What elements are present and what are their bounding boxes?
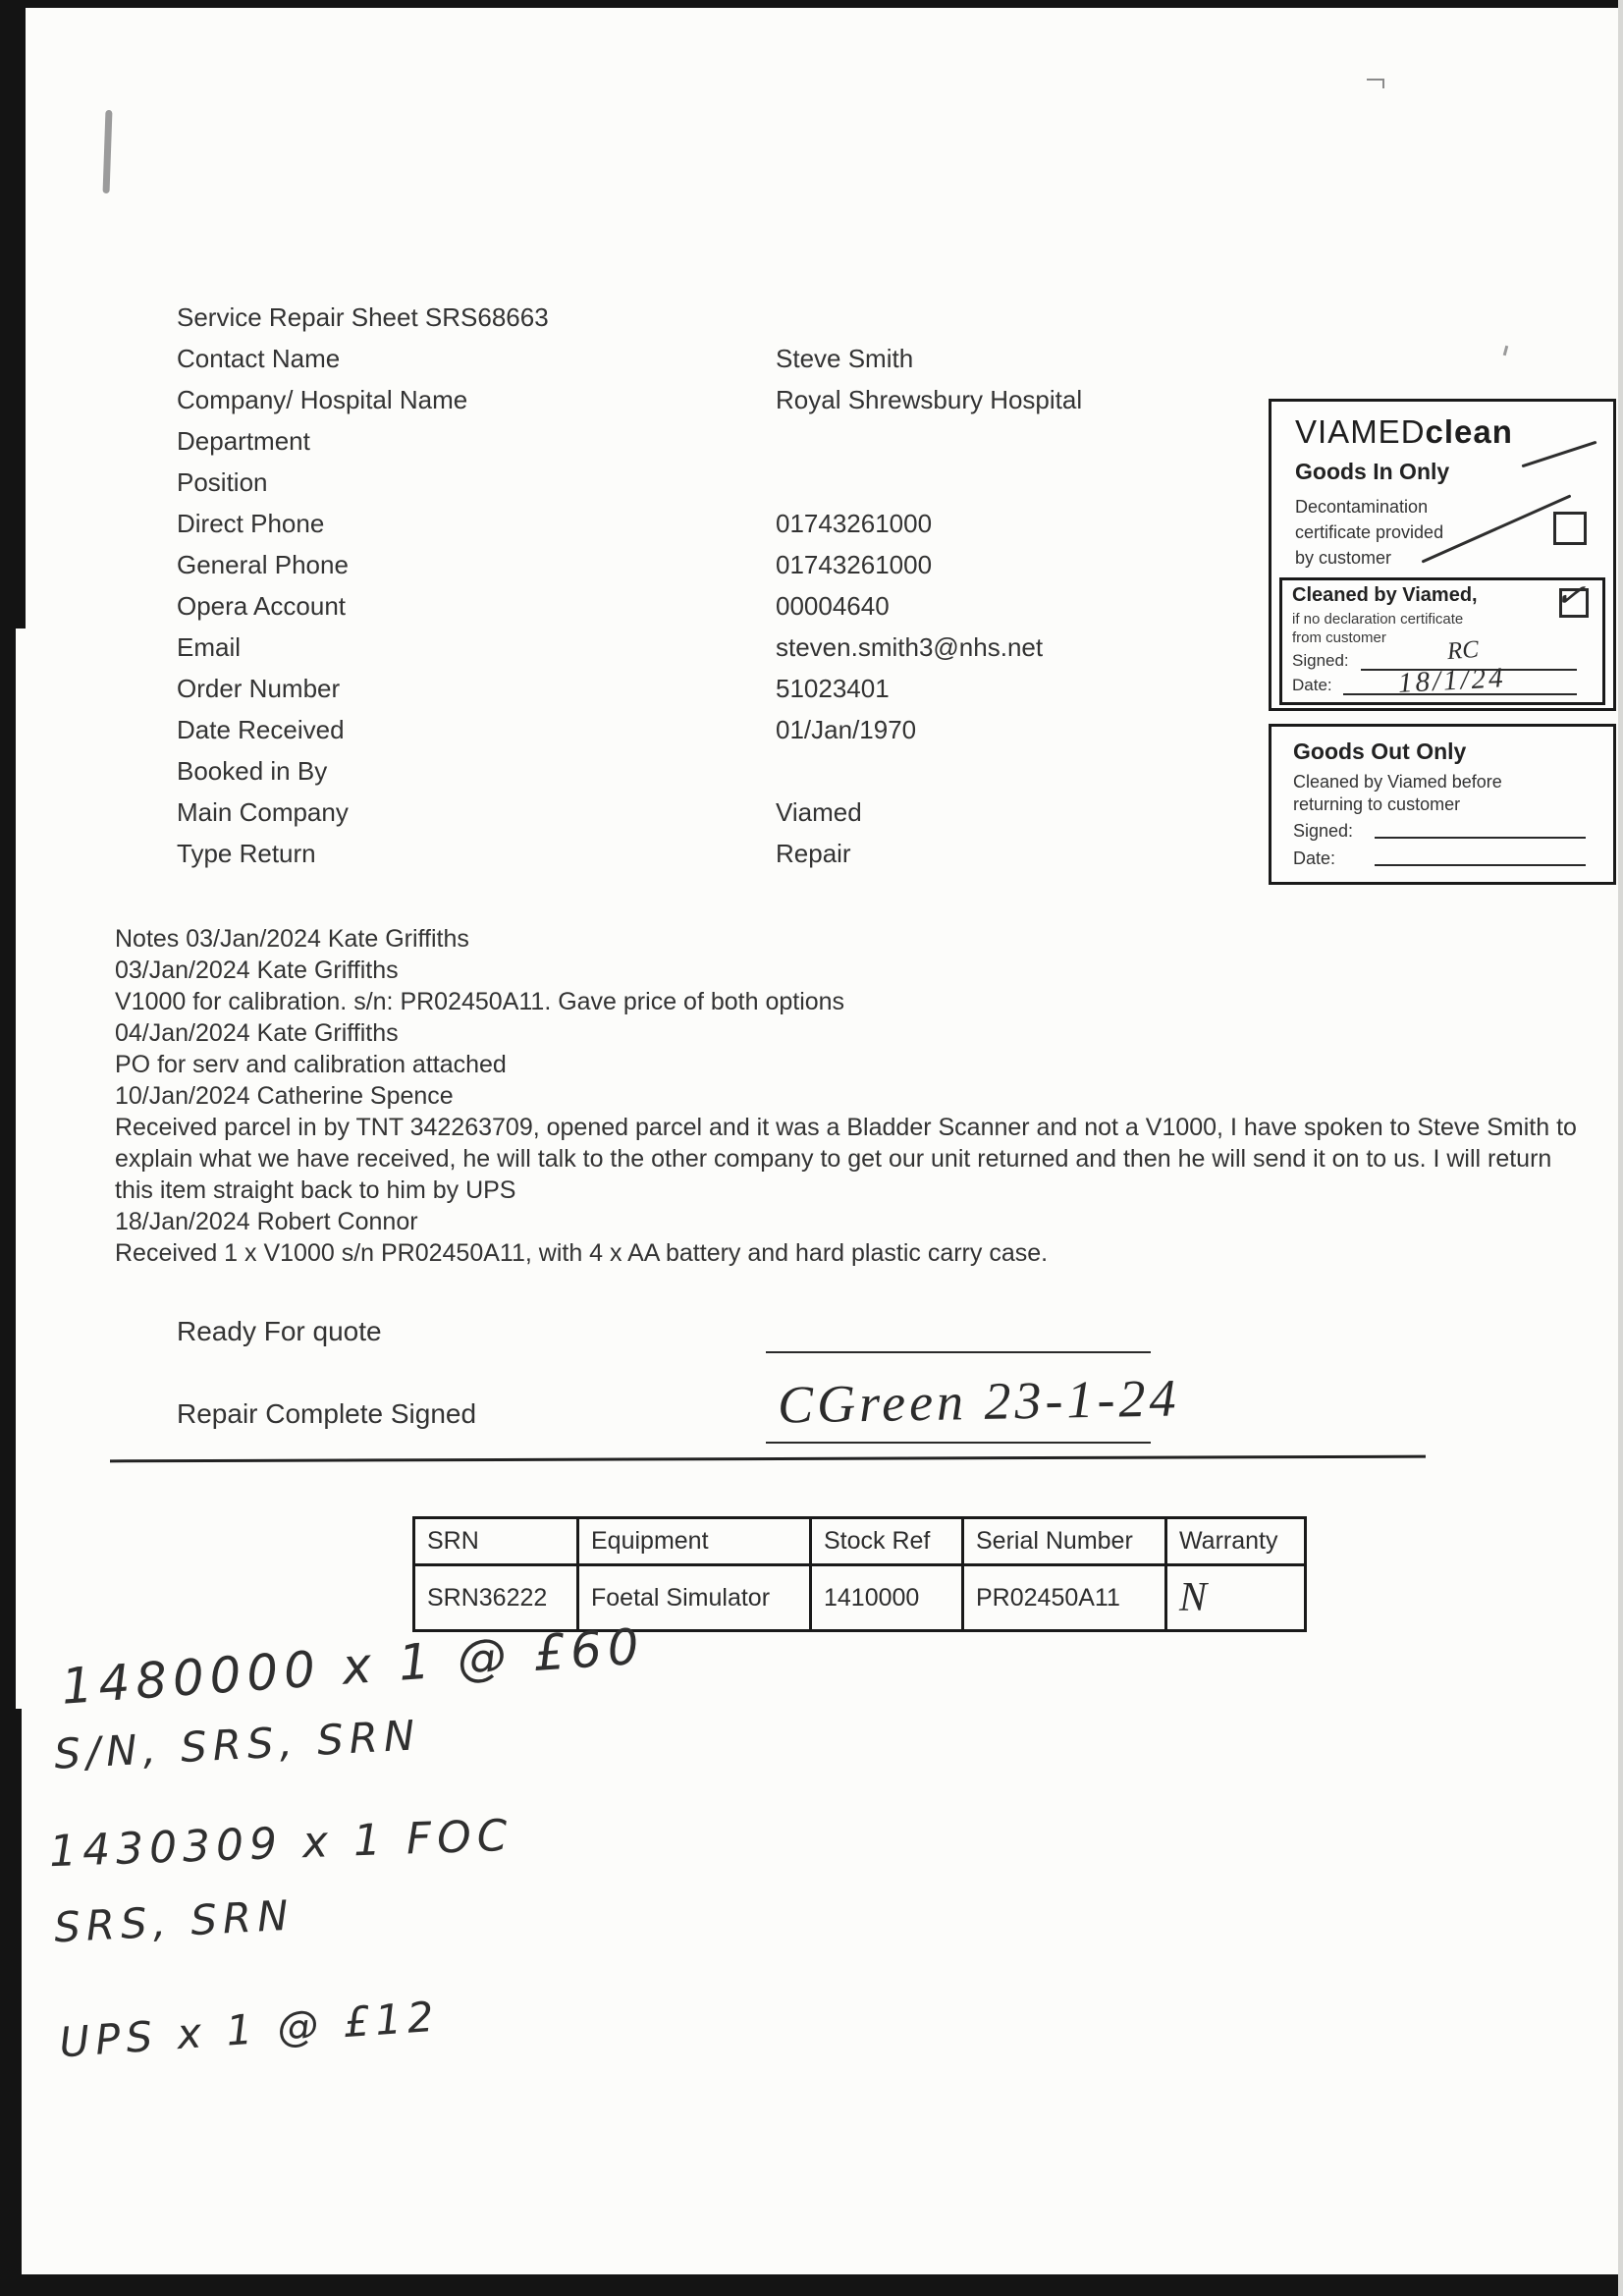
cell-stock-ref: 1410000 [811, 1565, 963, 1631]
field-label: Contact Name [177, 344, 341, 373]
header-serial-number: Serial Number [963, 1518, 1166, 1565]
field-row [177, 756, 1082, 797]
header-warranty: Warranty [1166, 1518, 1306, 1565]
brand-bold: clean [1425, 413, 1513, 450]
field-label: Company/ Hospital Name [177, 385, 468, 414]
field-value: 01743261000 [776, 550, 933, 579]
handwritten-note: 1480000 x 1 @ £60 [59, 1617, 647, 1716]
scanner-edge-top [0, 0, 1623, 8]
decon-line: Decontamination [1295, 497, 1429, 517]
note-line: 18/Jan/2024 Robert Connor [115, 1208, 418, 1235]
field-row [177, 344, 1082, 385]
scan-artifact-mark [103, 110, 113, 193]
notes-section [115, 923, 1583, 1269]
note-line: 04/Jan/2024 Kate Griffiths [115, 1019, 399, 1047]
field-list [177, 344, 1082, 880]
repair-complete-line [766, 1442, 1151, 1444]
handwritten-note: S/N, SRS, SRN [52, 1711, 422, 1778]
handwritten-note: SRS, SRN [52, 1890, 296, 1952]
decon-line: certificate provided [1295, 522, 1444, 542]
signed-line [1375, 837, 1586, 839]
header-srn: SRN [414, 1518, 578, 1565]
handwritten-signature: RC [1446, 635, 1480, 666]
horizontal-rule [110, 1455, 1426, 1463]
header-equipment: Equipment [578, 1518, 811, 1565]
field-value: Viamed [776, 797, 862, 827]
cell-equipment: Foetal Simulator [578, 1565, 811, 1631]
page-title: Service Repair Sheet SRS68663 [177, 302, 549, 332]
scanner-edge-left [0, 629, 16, 1709]
field-label: Type Return [177, 839, 316, 868]
field-value: Steve Smith [776, 344, 914, 373]
table-header-row [414, 1518, 1306, 1565]
field-value: 01743261000 [776, 509, 933, 538]
goods-out-title: Goods Out Only [1293, 738, 1467, 764]
scanner-edge-bottom [0, 2274, 1623, 2296]
cleaned-by-viamed-box [1279, 573, 1605, 705]
decon-line: by customer [1295, 548, 1392, 568]
note-line: Received parcel in by TNT 342263709, opened parcel and it was a Bladder Scanner and not a V1000, I have spoken to Steve Smith to explain what we have received, he will talk to the other company to get our unit returned and then he will send it on to us. I will return this item straight back to him by UPS [115, 1114, 1577, 1204]
ready-for-quote-line [766, 1351, 1151, 1353]
field-label: Booked in By [177, 756, 328, 786]
note-line: Received 1 x V1000 s/n PR02450A11, with 4 x AA battery and hard plastic carry case. [115, 1239, 1049, 1267]
decontamination-checkbox [1553, 512, 1587, 545]
note-line: 03/Jan/2024 Kate Griffiths [115, 957, 399, 984]
field-label: Department [177, 426, 310, 456]
field-row [177, 715, 1082, 756]
field-row [177, 385, 1082, 426]
scan-artifact-speck [1503, 346, 1508, 355]
goods-in-title: Goods In Only [1295, 459, 1450, 484]
handwritten-note: UPS x 1 @ £12 [57, 1992, 442, 2067]
field-label: Date Received [177, 715, 345, 744]
signed-label: Signed: [1293, 821, 1354, 841]
field-label: Email [177, 632, 242, 662]
note-line: PO for serv and calibration attached [115, 1051, 507, 1078]
goods-out-box [1269, 724, 1616, 885]
scanner-edge-left [0, 0, 26, 629]
cell-srn: SRN36222 [414, 1565, 578, 1631]
date-line [1375, 864, 1586, 866]
field-value: Royal Shrewsbury Hospital [776, 385, 1083, 414]
field-row [177, 467, 1082, 509]
field-label: Order Number [177, 674, 341, 703]
scan-artifact-speck [1367, 79, 1384, 88]
handwritten-date: 18/1/24 [1397, 662, 1507, 699]
field-row [177, 591, 1082, 632]
field-value: 01/Jan/1970 [776, 715, 917, 744]
date-label: Date: [1292, 676, 1332, 694]
field-label: General Phone [177, 550, 349, 579]
field-label: Position [177, 467, 268, 497]
cell-serial-number: PR02450A11 [963, 1565, 1166, 1631]
field-label: Main Company [177, 797, 349, 827]
field-row [177, 797, 1082, 839]
field-row [177, 839, 1082, 880]
field-row [177, 509, 1082, 550]
field-row [177, 674, 1082, 715]
field-row [177, 550, 1082, 591]
field-value: Repair [776, 839, 851, 868]
field-value: 00004640 [776, 591, 890, 621]
cleaned-line: from customer [1292, 629, 1386, 646]
field-row [177, 426, 1082, 467]
field-value: 51023401 [776, 674, 890, 703]
viamed-clean-logo [1295, 413, 1513, 451]
field-label: Opera Account [177, 591, 346, 621]
handwritten-check-mark: ✓ [1552, 573, 1588, 617]
handwritten-stroke [1521, 441, 1596, 468]
handwritten-note: 1430309 x 1 FOC [48, 1810, 514, 1878]
handwritten-repair-signature: CGreen 23-1-24 [777, 1368, 1180, 1435]
field-row [177, 632, 1082, 674]
field-label: Direct Phone [177, 509, 325, 538]
date-label: Date: [1293, 848, 1336, 868]
handwritten-stroke [1422, 494, 1572, 563]
viamed-clean-goods-in-box [1269, 399, 1616, 711]
note-line: 10/Jan/2024 Catherine Spence [115, 1082, 454, 1110]
scanner-edge-left [0, 1709, 22, 2296]
ready-for-quote-label: Ready For quote [177, 1316, 382, 1346]
goods-out-line: returning to customer [1293, 794, 1461, 814]
note-line: Notes 03/Jan/2024 Kate Griffiths [115, 925, 469, 953]
repair-complete-label: Repair Complete Signed [177, 1398, 477, 1429]
header-stock-ref: Stock Ref [811, 1518, 963, 1565]
cleaned-title: Cleaned by Viamed, [1292, 584, 1478, 606]
scanner-edge-right [1618, 0, 1623, 2296]
equipment-table [412, 1516, 1307, 1632]
cell-warranty-handwritten: N [1166, 1565, 1306, 1631]
field-value: steven.smith3@nhs.net [776, 632, 1044, 662]
table-row [414, 1565, 1306, 1631]
brand-light: VIAMED [1295, 413, 1426, 450]
signed-label: Signed: [1292, 651, 1349, 670]
goods-out-line: Cleaned by Viamed before [1293, 772, 1502, 792]
cleaned-line: if no declaration certificate [1292, 611, 1464, 628]
note-line: V1000 for calibration. s/n: PR02450A11. Gave price of both options [115, 988, 845, 1015]
decontamination-text [1295, 494, 1443, 571]
